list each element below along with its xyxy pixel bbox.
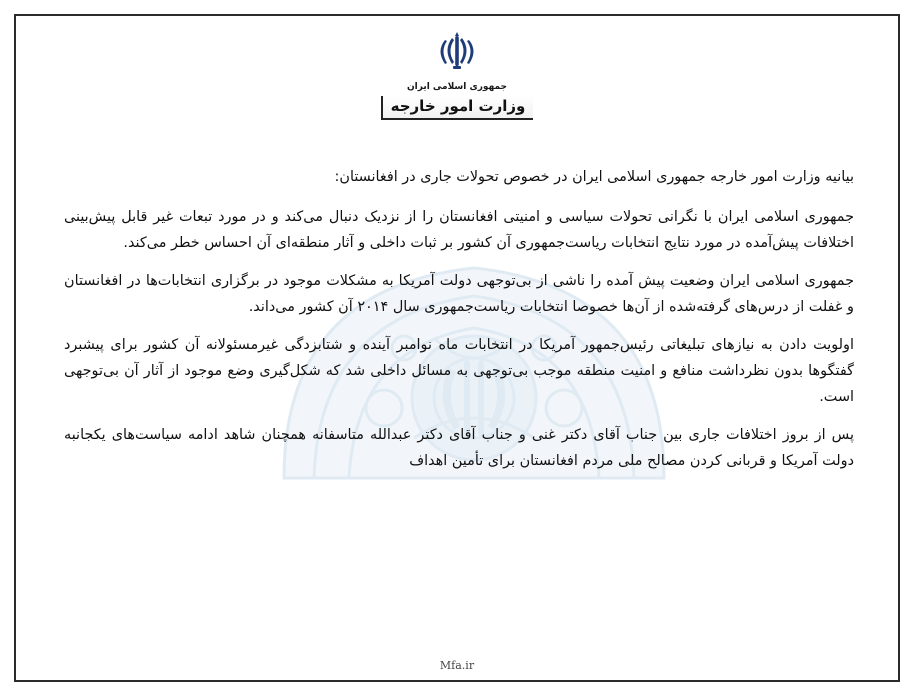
- country-name: جمهوری اسلامی ایران: [406, 82, 508, 92]
- document-frame: [14, 14, 900, 682]
- statement-paragraph-4: پس از بروز اختلافات جاری بین جناب آقای دکتر غنی و جناب آقای دکتر عبدالله متاسفانه همچنان شاهد ادامه سیاست‌های یکجانبه دولت آمریکا و قربانی کردن مصالح ملی مردم افغانستان برای تأمین اهداف: [64, 427, 854, 469]
- statement-paragraph-3: اولویت دادن به نیازهای تبلیغاتی رئیس‌جمهور آمریکا در انتخابات ماه نوامبر آینده و شتابزدگی غیرمسئولانه آن کشور برای پیشبرد گفتگوها بدون نظرداشت منافع و امنیت منطقه موجب بی‌توجهی به مسائل داخلی شد که شکل‌گیری وضع موجود از آثار آن بی‌توجهی است.: [64, 337, 854, 405]
- statement-title: بیانیه وزارت امور خارجه جمهوری اسلامی ایران در خصوص تحولات جاری در افغانستان:: [334, 169, 854, 185]
- ministry-name: وزارت امور خارجه: [381, 96, 534, 120]
- statement-body: [64, 164, 854, 486]
- statement-paragraph-1: جمهوری اسلامی ایران با نگرانی تحولات سیاسی و امنیتی افغانستان را از نزدیک دنبال می‌کند و در مورد تبعات غیر قابل پیش‌بینی اختلافات پیش‌آمده در مورد نتایج انتخابات ریاست‌جمهوری آن کشور بر ثبات داخلی و آثار منطقه‌ای آن احساس خطر می‌کند.: [64, 209, 854, 251]
- iran-emblem-icon: [436, 32, 478, 72]
- letterhead: [16, 32, 898, 120]
- statement-paragraph-2: جمهوری اسلامی ایران وضعیت پیش آمده را ناشی از بی‌توجهی دولت آمریکا به مشکلات موجود در برگزاری انتخابات‌ها در افغانستان و غفلت از درس‌های گرفته‌شده از آن‌ها خصوصا انتخابات ریاست‌جمهوری سال ۲۰۱۴ آن کشور می‌داند.: [64, 273, 854, 315]
- source-label: Mfa.ir: [439, 659, 475, 672]
